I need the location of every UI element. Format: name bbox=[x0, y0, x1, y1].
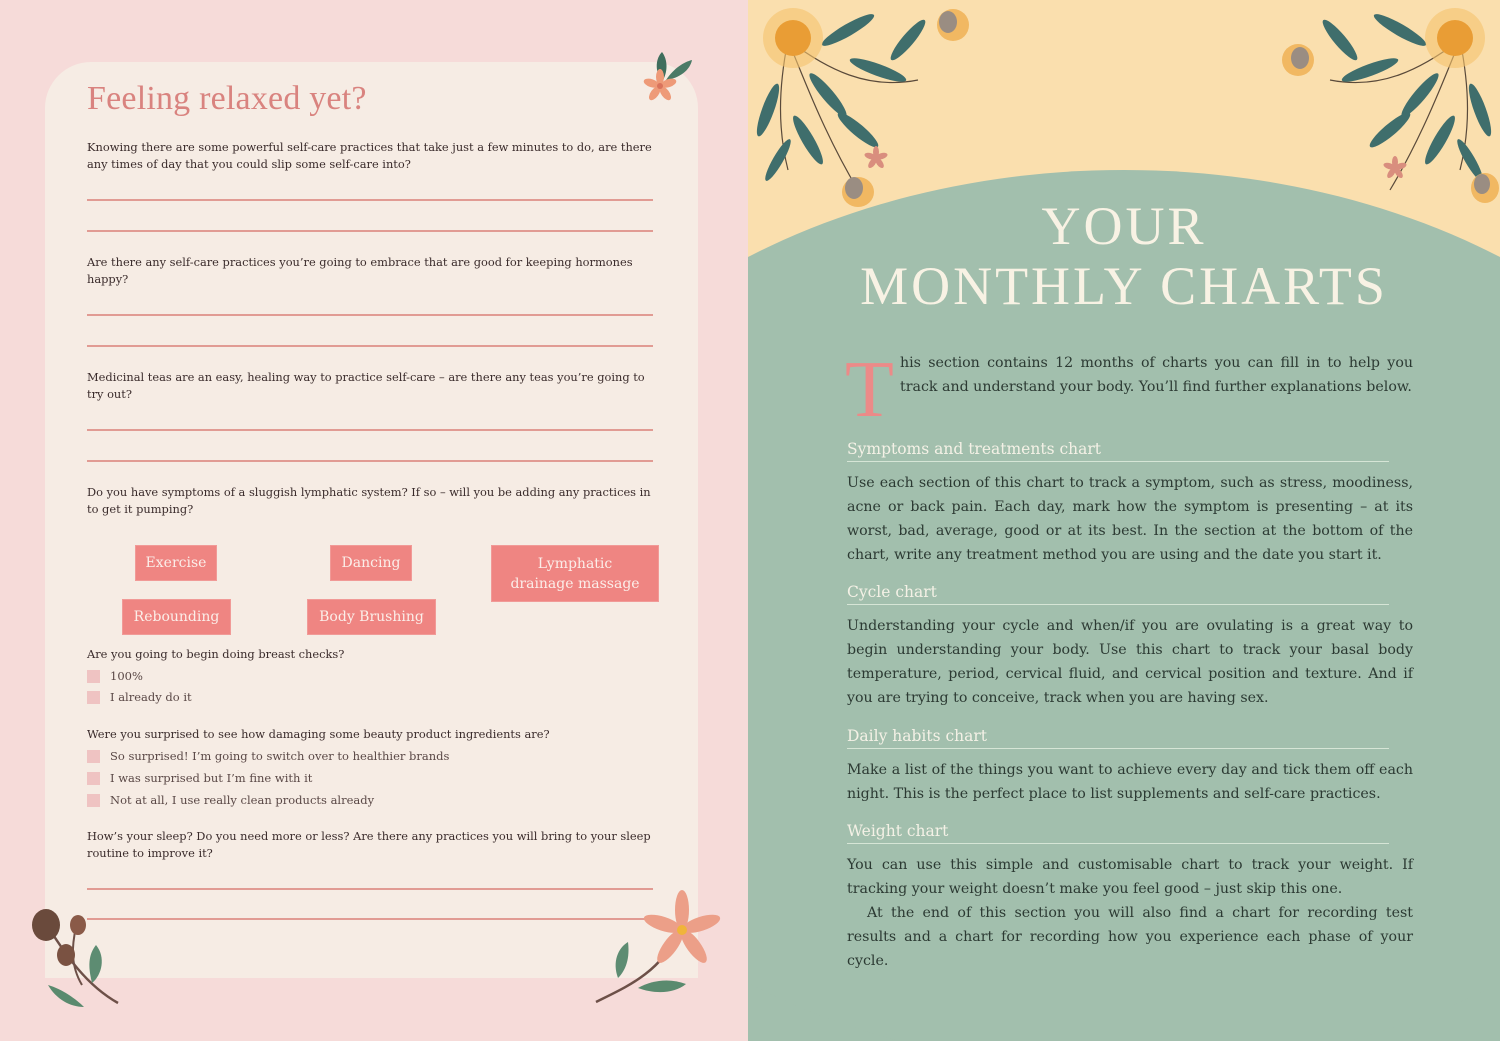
answer-line[interactable] bbox=[87, 314, 653, 316]
section-title-line1: YOUR bbox=[1041, 196, 1207, 256]
answer-line[interactable] bbox=[87, 230, 653, 232]
checkbox[interactable] bbox=[87, 691, 100, 704]
flower-sprig-icon bbox=[640, 48, 700, 108]
heading-cycle-chart: Cycle chart bbox=[847, 583, 1389, 605]
heading-weight-chart: Weight chart bbox=[847, 822, 1389, 844]
question-teas: Medicinal teas are an easy, healing way to practice self-care – are there any teas you’re going to try out? bbox=[87, 370, 645, 401]
checkbox[interactable] bbox=[87, 750, 100, 763]
body-symptoms-chart: Use each section of this chart to track a symptom, such as stress, moodiness, acne or back pain. Each day, mark how the symptom is presenting – at its worst, bad, average, good or at its best. In the section at the bottom of the chart, write any treatment method you are using and the date you start it. bbox=[847, 475, 1413, 563]
checkbox[interactable] bbox=[87, 670, 100, 683]
checkbox-option[interactable]: So surprised! I’m going to switch over to healthier brands bbox=[87, 749, 449, 763]
option-body-brushing[interactable]: Body Brushing bbox=[307, 599, 436, 635]
heading-symptoms-chart: Symptoms and treatments chart bbox=[847, 440, 1389, 462]
heading-daily-habits-chart: Daily habits chart bbox=[847, 727, 1389, 749]
question-lymphatic: Do you have symptoms of a sluggish lymphatic system? If so – will you be adding any practices in to get it pumping? bbox=[87, 485, 651, 516]
checkbox[interactable] bbox=[87, 772, 100, 785]
checkbox-option[interactable]: I was surprised but I’m fine with it bbox=[87, 771, 312, 785]
option-rebounding[interactable]: Rebounding bbox=[122, 599, 231, 635]
eucalyptus-pod-icon bbox=[26, 905, 126, 1010]
body-cycle-chart: Understanding your cycle and when/if you are ovulating is a great way to begin understanding your body. Use this chart to track your basal body temperature, period, cervical fluid, and cervical position and texture. And if you are trying to conceive, track when you are having sex. bbox=[847, 618, 1413, 706]
checkbox-option[interactable]: 100% bbox=[87, 669, 143, 683]
section-title-line2: MONTHLY CHARTS bbox=[860, 256, 1388, 316]
body-daily-habits-chart: Make a list of the things you want to achieve every day and tick them off each night. This is the perfect place to list supplements and self-care practices. bbox=[847, 762, 1413, 802]
question-sleep: How’s your sleep? Do you need more or less? Are there any practices you will bring to your sleep routine to improve it? bbox=[87, 829, 651, 860]
intro-paragraph: his section contains 12 months of charts you can fill in to help you track and understand your body. You’ll find further explanations below. bbox=[900, 355, 1413, 395]
option-dancing[interactable]: Dancing bbox=[330, 545, 412, 581]
body-closing-note: At the end of this section you will also find a chart for recording test results and a chart for recording how you experience each phase of your cycle. bbox=[847, 905, 1413, 969]
page-title: Feeling relaxed yet? bbox=[87, 80, 367, 117]
answer-line[interactable] bbox=[87, 460, 653, 462]
sunflower-bouquet-icon bbox=[748, 0, 978, 215]
question-self-care-times: Knowing there are some powerful self-care practices that take just a few minutes to do, are there any times of day that you could slip some self-care into? bbox=[87, 140, 652, 171]
checkbox[interactable] bbox=[87, 794, 100, 807]
answer-line[interactable] bbox=[87, 345, 653, 347]
question-beauty-ingredients: Were you surprised to see how damaging some beauty product ingredients are? bbox=[87, 727, 550, 741]
option-exercise[interactable]: Exercise bbox=[135, 545, 217, 581]
body-weight-chart: You can use this simple and customisable chart to track your weight. If tracking your weight doesn’t make you feel good – just skip this one. bbox=[847, 857, 1413, 897]
pink-lily-icon bbox=[588, 890, 728, 1010]
question-breast-checks: Are you going to begin doing breast checks? bbox=[87, 647, 345, 661]
answer-line[interactable] bbox=[87, 888, 653, 890]
question-hormones: Are there any self-care practices you’re going to embrace that are good for keeping hormones happy? bbox=[87, 255, 633, 286]
option-lymphatic-drainage-massage[interactable]: Lymphatic drainage massage bbox=[491, 545, 659, 602]
answer-line[interactable] bbox=[87, 429, 653, 431]
checkbox-option[interactable]: I already do it bbox=[87, 690, 192, 704]
answer-line[interactable] bbox=[87, 199, 653, 201]
left-page bbox=[0, 0, 748, 1041]
answer-line[interactable] bbox=[87, 918, 653, 920]
intro-dropcap: T bbox=[845, 346, 894, 434]
sunflower-bouquet-icon bbox=[1270, 0, 1500, 215]
checkbox-option[interactable]: Not at all, I use really clean products already bbox=[87, 793, 374, 807]
